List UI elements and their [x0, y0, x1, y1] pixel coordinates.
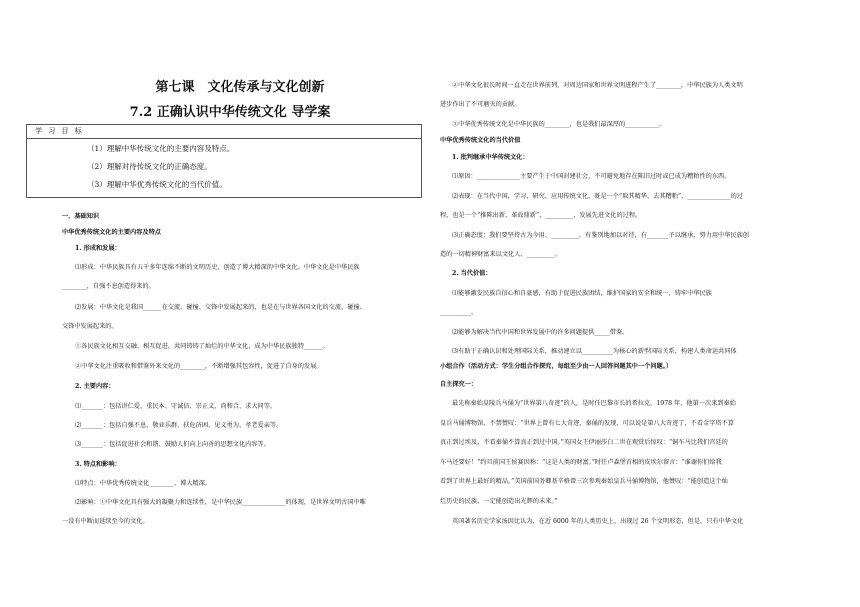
goal-item: （2）理解对待传统文化的正确态度。 — [87, 162, 212, 171]
paragraph: ⑶_______：包括促进社会和谐、鼓励人们向上向善的思想文化内容等。 — [75, 441, 270, 448]
paragraph: ⑵影响：①中华文化具有强大的凝聚力和连续性，是中华民族______________的体现，是世界文明古国中唯 — [75, 499, 366, 506]
lesson-title: 第七课 文化传承与文化创新 — [155, 80, 325, 95]
explore-heading: 自主探究一： — [440, 381, 478, 388]
paragraph: ①各民族文化相互交融、相互促进，共同铸铸了灿烂的中华文化，成为中华民族独特______。 — [75, 343, 329, 350]
section-subheading: 中华优秀传统文化的主要内容及特点 — [62, 229, 161, 236]
paragraph: 真正到过埃及，不看秦俑不算真正到过中国。”英国女王伊丽莎白二世在观赏后惊叹：“铜车马比我们宫廷的 — [440, 439, 728, 446]
item-heading: 3. 特点和影响： — [75, 461, 121, 468]
paragraph: 进步作出了不可磨灭的贡献。 — [440, 101, 521, 108]
paragraph: ⑴特点：中华优秀传统文化________、博大精深。 — [75, 480, 212, 487]
learning-goals-box — [26, 124, 422, 198]
paragraph: 程，也是一个“推陈出新、革故鼎新”，_________、发展先进文化的过程。 — [440, 212, 642, 219]
paragraph: ⑴_______：包括讲仁爱、重民本、守诚信、崇正义、尚和合、求大同等。 — [75, 403, 277, 410]
item-heading: 2. 主要内容： — [75, 383, 115, 390]
paragraph: 造的一切精神财富来以文化人、_________。 — [440, 251, 561, 258]
paragraph: 一没有中断而延续至今的文化。 — [62, 518, 149, 525]
section-heading: 一、基础知识 — [62, 213, 100, 220]
paragraph: ________，自强不息创造得来的。 — [62, 283, 155, 290]
paragraph: __________。 — [440, 309, 478, 316]
item-heading: 1. 形成和发展： — [75, 245, 121, 252]
paragraph: ③中华优秀传统文化是中华民族的________，也是我们最深厚的___________。 — [452, 121, 666, 128]
group-activity-note: 小组合作（活动方式：学生分组合作探究，每组至少由一人回答问题其中一个问题。） — [440, 363, 673, 370]
paragraph: 烂历史的民族，一定能创造出光辉的未来。” — [440, 498, 558, 505]
paragraph: ⑵能够为解决当代中国和世界发展中的许多问题提供_____借鉴。 — [452, 329, 629, 336]
paragraph: ⑴原因：______________主要产生于中国封建社会，不可避免地存在陈旧过时或已成为糟粕性的东西。 — [452, 173, 731, 180]
item-heading: 1. 批判继承中华传统文化： — [452, 154, 529, 161]
goal-item: （3）理解中华优秀传统文化的当代价值。 — [87, 180, 227, 189]
paragraph: 车马还要好！”约旦前国王侯赛因称：“这是人类的财富。”时任卢森堡首相的皮埃尔留言：“谁谢你们给我 — [440, 459, 722, 466]
section-subheading: 中华优秀传统文化的当代价值 — [440, 137, 521, 144]
paragraph: 皇兵马俑博物馆，不禁赞叹：“世界上曾有七大奇迹，秦俑的发现，可以说是第八大奇迹了，不看金字塔不算 — [440, 420, 734, 427]
paragraph: 交锋中发展起来的。 — [62, 323, 118, 330]
paragraph: ⑶正确态度：我们要坚持古为今用、_________，有鉴别地加以对待，有_______予以继承，努力用中华民族创 — [452, 232, 749, 239]
paragraph: ②中华文化很长时间一直走在世界前列，对周边国家和世界文明进程产生了________，中华民族为人类文明 — [452, 82, 743, 89]
paragraph: ⑵发展：中华文化是我国______在交流、碰撞、交锋中发展起来的，也是在与世界各国文化的交流、碰撞、 — [75, 304, 366, 311]
paragraph: ⑵表现：在当代中国，学习、研究、应用传统文化，既是一个“取其精华、去其糟粕”，______________的过 — [452, 193, 743, 200]
paragraph: ⑴能够激发民族自信心和自豪感，有助于促进民族团结，维护国家的安全和统一，铸牢中华民族 — [452, 290, 712, 297]
paragraph: 看到了世界上最好的精品。”美国前国务卿基辛格曾三次参观秦始皇兵马俑博物馆，他赞叹：“能创造这个灿 — [440, 478, 728, 485]
goal-item: （1）理解中华传统文化的主要内容及特点。 — [87, 144, 235, 153]
paragraph: ②中华文化注重吸收和借鉴外来文化的________，不断增强其包容性，促进了自身的发展。 — [75, 363, 323, 370]
lesson-subtitle: 7.2 正确认识中华传统文化 导学案 — [129, 105, 331, 120]
goals-header-row — [27, 125, 421, 139]
paragraph: 英国著名历史学家汤因比认为，在近 6000 年的人类历史上，出现过 26 个文明形态，但是，只有中华文化 — [452, 518, 744, 525]
paragraph: ⑶有助于正确认识和处理国际关系，推动建立以__________为核心的新型国际关系，构建人类命运共同体 — [452, 348, 737, 355]
paragraph: 最先称秦始皇陵兵马俑为“世界第八奇迹”的人，是时任巴黎市长的希拉克。1978 年，他第一次来到秦始 — [452, 400, 736, 407]
goals-header: 学 习 目 标 — [35, 127, 84, 135]
paragraph: ⑴形成：中华民族具有五千多年连绵不断的文明历史，创造了博大精深的中华文化。中华文化是中华民族 — [75, 264, 360, 271]
paragraph: ⑵_______：包括自强不息、敬业乐群、扶危济困、见义勇为、孝老爱亲等。 — [75, 422, 283, 429]
item-heading: 2. 当代价值： — [452, 270, 492, 277]
